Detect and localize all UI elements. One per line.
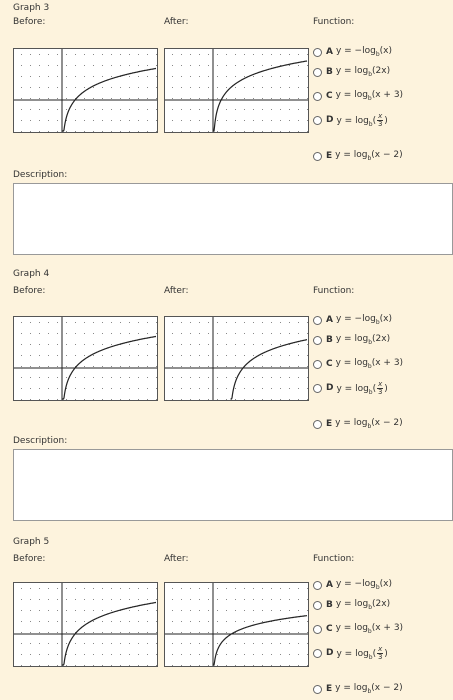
option-formula: $y = \log_b$( $\frac{x}{3}$ ) — [336, 379, 388, 396]
option-letter: A — [326, 580, 333, 590]
option-letter: C — [326, 359, 333, 369]
option-b[interactable] — [313, 65, 390, 79]
graph-plot — [164, 582, 309, 667]
option-formula: $y = \log_b(x - 2)$ — [335, 418, 403, 430]
option-formula: $y = \log_b(2x)$ — [335, 599, 391, 611]
option-formula: $y = -\log_b(x)$ — [335, 314, 392, 326]
option-formula: $y = \log_b(x + 3)$ — [335, 358, 404, 370]
graph-title: Graph 3 — [13, 3, 50, 13]
before-label: Before: — [13, 286, 46, 296]
option-formula: $y = \log_b$( $\frac{x}{3}$ ) — [336, 111, 388, 128]
graph-title: Graph 5 — [13, 537, 50, 547]
radio-button[interactable] — [313, 384, 322, 393]
radio-button[interactable] — [313, 601, 322, 610]
option-d[interactable] — [313, 646, 388, 660]
option-letter: E — [326, 419, 333, 429]
option-a[interactable] — [313, 45, 392, 59]
option-letter: B — [326, 600, 333, 610]
before-label: Before: — [13, 554, 46, 564]
before-graph — [13, 48, 158, 133]
option-e[interactable] — [313, 417, 403, 431]
before-label: Before: — [13, 17, 46, 27]
function-label: Function: — [313, 554, 355, 564]
graph-plot — [164, 48, 309, 133]
graph-plot — [13, 582, 158, 667]
option-formula: $y = \log_b(x - 2)$ — [335, 150, 403, 162]
radio-button[interactable] — [313, 152, 322, 161]
option-letter: A — [326, 47, 333, 57]
before-graph — [13, 582, 158, 667]
option-letter: E — [326, 151, 333, 161]
graph-plot — [13, 316, 158, 401]
radio-button[interactable] — [313, 649, 322, 658]
radio-button[interactable] — [313, 48, 322, 57]
description-input[interactable] — [13, 449, 453, 521]
option-d[interactable] — [313, 381, 388, 395]
option-letter: B — [326, 67, 333, 77]
after-graph — [164, 48, 309, 133]
option-e[interactable] — [313, 682, 403, 696]
description-label: Description: — [13, 436, 68, 446]
radio-button[interactable] — [313, 685, 322, 694]
after-graph — [164, 582, 309, 667]
option-letter: A — [326, 315, 333, 325]
after-graph — [164, 316, 309, 401]
option-c[interactable] — [313, 357, 403, 371]
option-letter: D — [326, 383, 334, 393]
radio-button[interactable] — [313, 316, 322, 325]
option-e[interactable] — [313, 149, 403, 163]
option-formula: $y = -\log_b(x)$ — [335, 46, 392, 58]
radio-button[interactable] — [313, 625, 322, 634]
radio-button[interactable] — [313, 420, 322, 429]
radio-button[interactable] — [313, 92, 322, 101]
option-a[interactable] — [313, 313, 392, 327]
after-label: After: — [164, 554, 189, 564]
description-input[interactable] — [13, 183, 453, 255]
option-c[interactable] — [313, 622, 403, 636]
option-formula: $y = -\log_b(x)$ — [335, 579, 392, 591]
radio-button[interactable] — [313, 68, 322, 77]
option-letter: B — [326, 335, 333, 345]
option-formula: $y = \log_b(2x)$ — [335, 334, 391, 346]
graph-3-section — [0, 0, 453, 258]
option-letter: C — [326, 91, 333, 101]
graph-title: Graph 4 — [13, 269, 50, 279]
option-c[interactable] — [313, 89, 403, 103]
graph-5-section — [0, 532, 453, 700]
graph-plot — [164, 316, 309, 401]
graph-4-section — [0, 266, 453, 524]
radio-button[interactable] — [313, 116, 322, 125]
option-b[interactable] — [313, 598, 390, 612]
graph-plot — [13, 48, 158, 133]
option-letter: E — [326, 684, 333, 694]
option-letter: D — [326, 648, 334, 658]
function-label: Function: — [313, 17, 355, 27]
option-a[interactable] — [313, 578, 392, 592]
option-formula: $y = \log_b(x + 3)$ — [335, 90, 404, 102]
radio-button[interactable] — [313, 360, 322, 369]
option-formula: $y = \log_b(x - 2)$ — [335, 683, 403, 695]
option-d[interactable] — [313, 113, 388, 127]
option-formula: $y = \log_b(2x)$ — [335, 66, 391, 78]
radio-button[interactable] — [313, 336, 322, 345]
option-b[interactable] — [313, 333, 390, 347]
option-letter: C — [326, 624, 333, 634]
after-label: After: — [164, 17, 189, 27]
before-graph — [13, 316, 158, 401]
after-label: After: — [164, 286, 189, 296]
option-letter: D — [326, 115, 334, 125]
radio-button[interactable] — [313, 581, 322, 590]
description-label: Description: — [13, 170, 68, 180]
option-formula: $y = \log_b$( $\frac{x}{3}$ ) — [336, 644, 388, 661]
option-formula: $y = \log_b(x + 3)$ — [335, 623, 404, 635]
function-label: Function: — [313, 286, 355, 296]
